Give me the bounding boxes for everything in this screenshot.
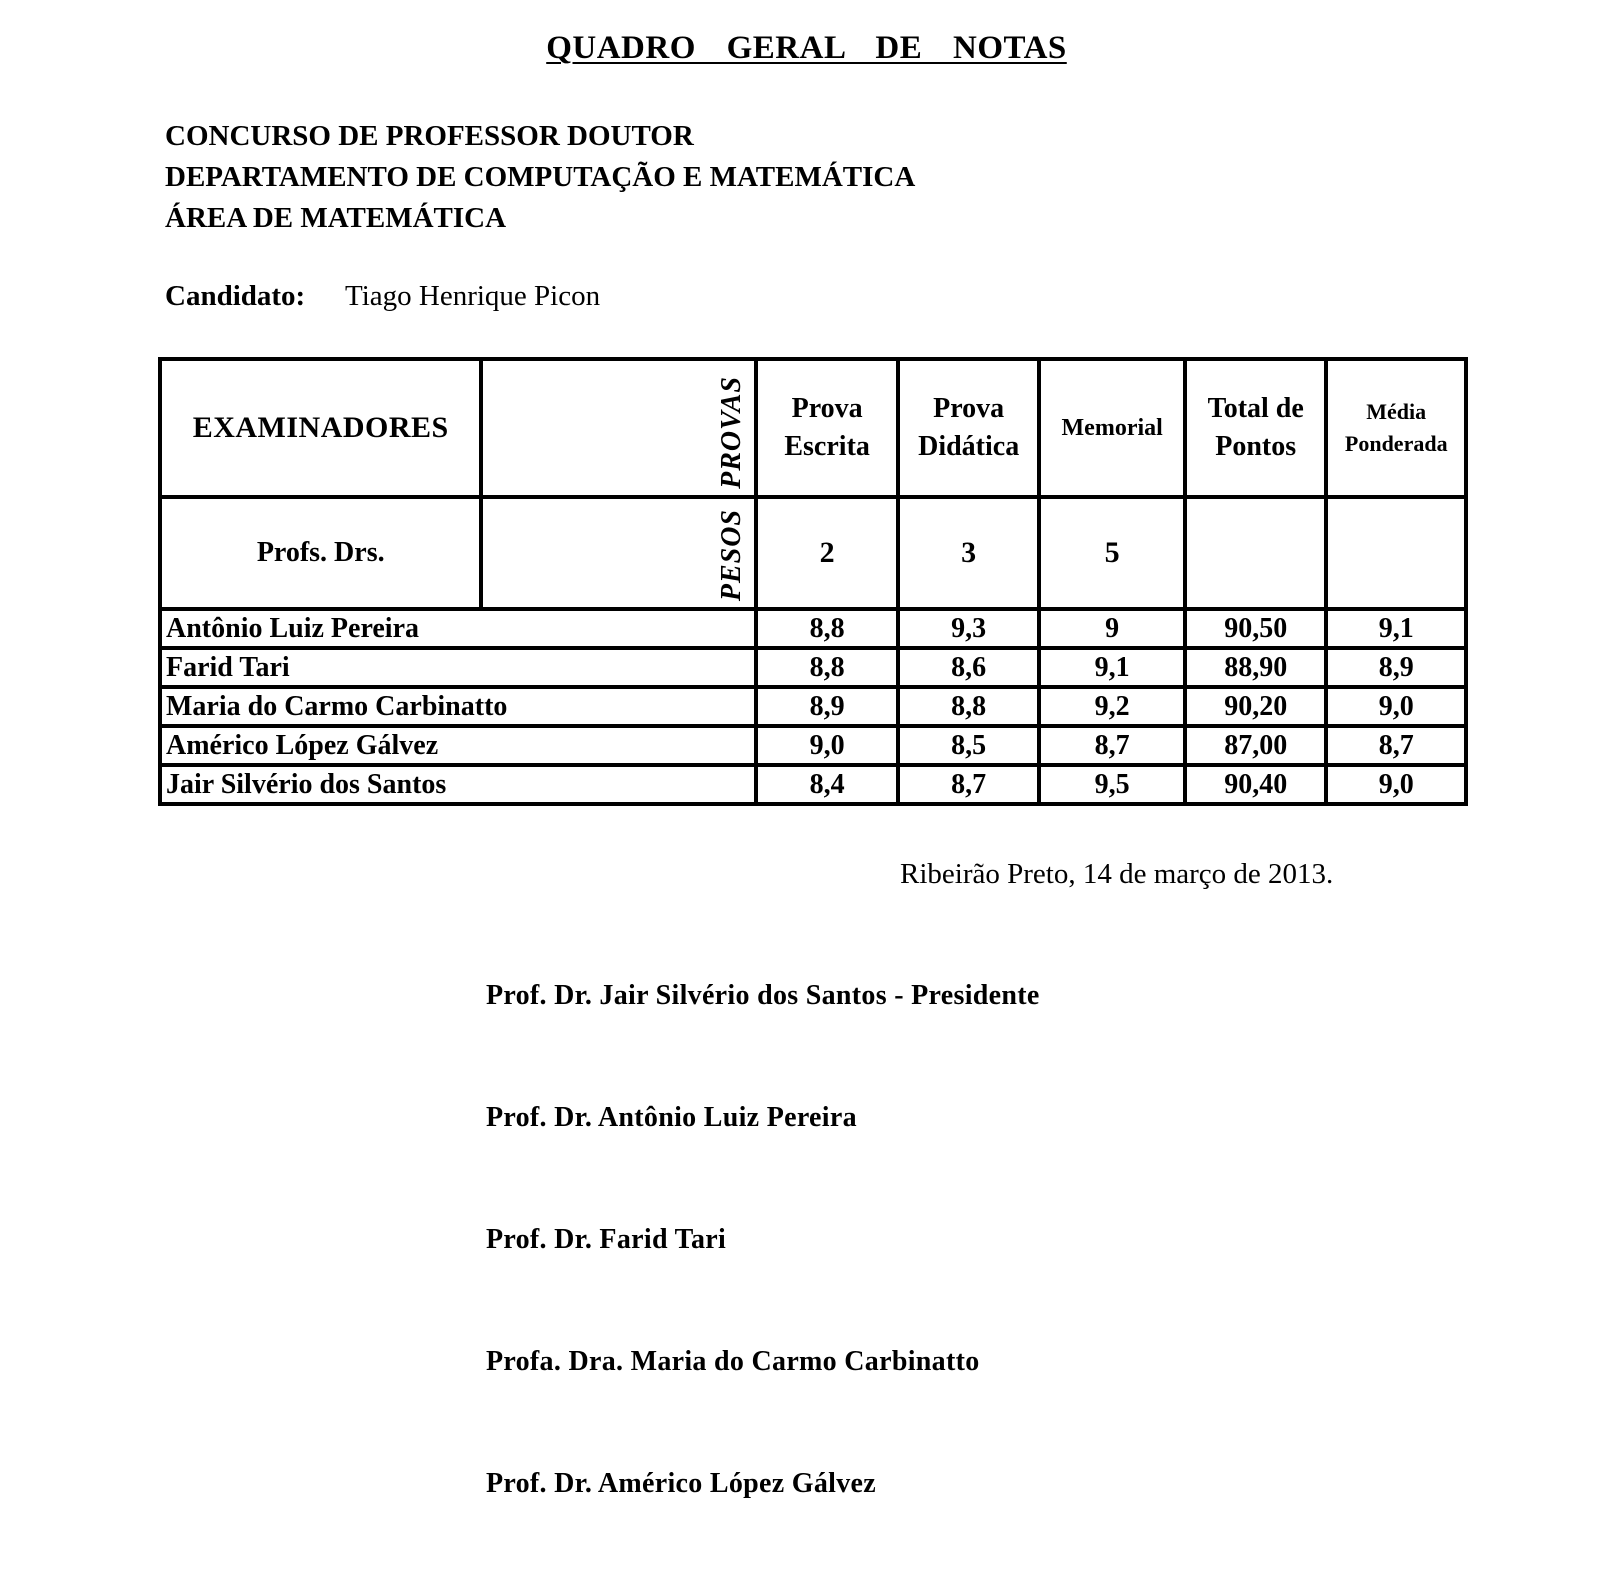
candidate-label: Candidato: [165,280,306,312]
candidate-name: Tiago Henrique Picon [345,280,601,312]
weight-escrita: 2 [756,497,898,609]
grade-escrita: 8,8 [756,609,898,648]
place-date: Ribeirão Preto, 14 de março de 2013. [900,858,1334,890]
grade-total: 90,20 [1185,687,1327,726]
signature-line: Prof. Dr. Américo López Gálvez [486,1468,877,1499]
signature-list [486,980,1040,1590]
grade-memorial: 9,5 [1039,765,1185,804]
col-prova-didatica-line2: Didática [918,431,1020,462]
col-prova-didatica-line1: Prova [933,393,1005,424]
grade-memorial: 9,2 [1039,687,1185,726]
provas-label: PROVAS [716,376,748,489]
signature-line: Prof. Dr. Farid Tari [486,1224,727,1255]
grades-table [158,357,1468,806]
provas-cell [481,359,756,497]
table-row [160,687,1466,726]
weight-didatica: 3 [898,497,1040,609]
signature-line: Profa. Dra. Maria do Carmo Carbinatto [486,1346,980,1377]
examiner-name: Jair Silvério dos Santos [160,765,756,804]
grade-media: 9,1 [1326,609,1466,648]
candidate-line [165,280,600,313]
examiner-name: Américo López Gálvez [160,726,756,765]
table-row [160,609,1466,648]
col-prova-escrita-line1: Prova [791,393,863,424]
col-media-ponderada [1326,359,1466,497]
weight-memorial: 5 [1039,497,1185,609]
grade-didatica: 8,5 [898,726,1040,765]
grade-media: 9,0 [1326,687,1466,726]
grade-total: 88,90 [1185,648,1327,687]
examiner-name: Maria do Carmo Carbinatto [160,687,756,726]
grade-memorial: 8,7 [1039,726,1185,765]
table-row [160,648,1466,687]
grade-escrita: 8,8 [756,648,898,687]
table-row [160,765,1466,804]
col-prova-didatica [898,359,1040,497]
grade-didatica: 8,6 [898,648,1040,687]
col-prova-escrita [756,359,898,497]
grade-didatica: 8,7 [898,765,1040,804]
examiner-name: Antônio Luiz Pereira [160,609,756,648]
grade-media: 8,9 [1326,648,1466,687]
col-media-line1: Média [1366,399,1427,424]
grade-escrita: 9,0 [756,726,898,765]
col-memorial: Memorial [1039,359,1185,497]
col-total-line2: Pontos [1215,431,1297,462]
weights-row [160,497,1466,609]
header-line-contest: CONCURSO DE PROFESSOR DOUTOR [165,120,694,152]
grade-didatica: 8,8 [898,687,1040,726]
col-total-line1: Total de [1207,393,1304,424]
examinadores-header: EXAMINADORES [160,359,481,497]
grade-escrita: 8,4 [756,765,898,804]
grade-escrita: 8,9 [756,687,898,726]
table-row [160,726,1466,765]
col-prova-escrita-line2: Escrita [784,431,870,462]
pesos-cell [481,497,756,609]
grade-media: 8,7 [1326,726,1466,765]
grade-total: 87,00 [1185,726,1327,765]
grade-memorial: 9,1 [1039,648,1185,687]
grade-total: 90,50 [1185,609,1327,648]
document-header [165,116,915,239]
grade-media: 9,0 [1326,765,1466,804]
signature-line: Prof. Dr. Antônio Luiz Pereira [486,1102,857,1133]
page-title [0,30,1613,67]
pesos-label: PESOS [716,508,748,601]
col-media-line2: Ponderada [1344,431,1448,456]
header-line-department: DEPARTAMENTO DE COMPUTAÇÃO E MATEMÁTICA [165,161,916,193]
grade-didatica: 9,3 [898,609,1040,648]
weight-total-empty [1185,497,1327,609]
table-header-row [160,359,1466,497]
grade-memorial: 9 [1039,609,1185,648]
col-total-pontos [1185,359,1327,497]
page-title-text: QUADRO GERAL DE NOTAS [546,30,1067,66]
weight-media-empty [1326,497,1466,609]
header-line-area: ÁREA DE MATEMÁTICA [165,202,507,234]
examiner-name: Farid Tari [160,648,756,687]
signature-president: Prof. Dr. Jair Silvério dos Santos - Presidente [486,980,1040,1011]
profs-label: Profs. Drs. [160,497,481,609]
grade-total: 90,40 [1185,765,1327,804]
